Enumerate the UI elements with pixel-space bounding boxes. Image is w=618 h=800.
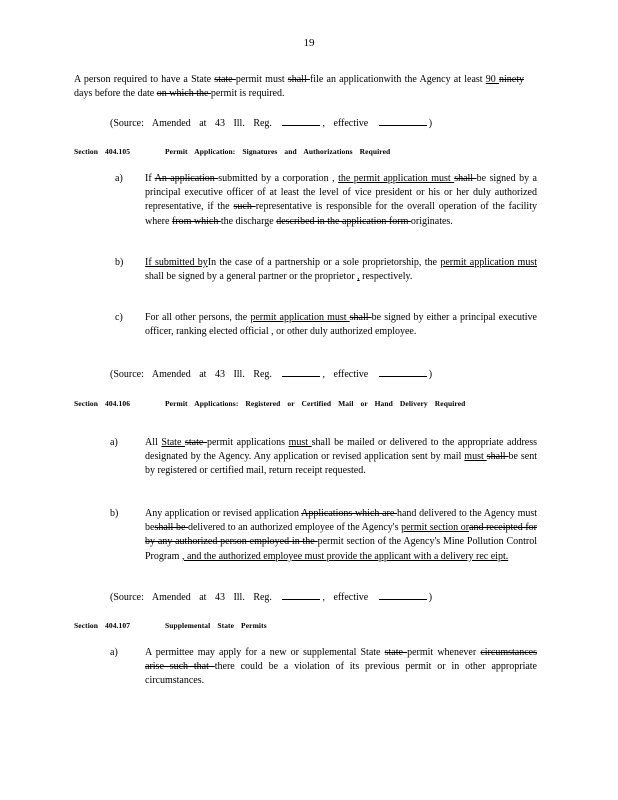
text-run: be signed by a principal executive officer of at least the level of vice president or his or her duly authorized representative, if the bbox=[145, 173, 537, 213]
section-title: Permit Application: Signatures and Authorizations Required bbox=[164, 147, 391, 156]
subsection-b-text bbox=[145, 507, 537, 564]
deleted-text: state bbox=[214, 74, 236, 85]
source-note: (Source: Amended at 43 Ill. Reg. , effective ) bbox=[110, 369, 433, 380]
subsection-label: a) bbox=[115, 173, 123, 184]
text-run: In the case of a partnership or a sole proprietorship, the bbox=[207, 257, 441, 268]
subsection-c-text bbox=[145, 311, 537, 339]
inserted-text: permit application must bbox=[440, 257, 537, 268]
inserted-text: the permit application must bbox=[338, 173, 455, 184]
subsection-label: c) bbox=[115, 312, 123, 323]
text-run: be signed by either a principal executive officer, ranking elected official , or other duly authorized employee. bbox=[145, 312, 537, 338]
section-number: Section 404.106 bbox=[74, 399, 131, 408]
text-run: originates. bbox=[410, 215, 453, 227]
inserted-text: , bbox=[357, 271, 360, 283]
inserted-text: permit application must bbox=[250, 312, 350, 323]
deleted-text: shall bbox=[287, 74, 310, 85]
text-run: days before the date bbox=[74, 88, 157, 100]
deleted-text: ninety bbox=[499, 74, 525, 85]
text-run: permit is required. bbox=[210, 88, 285, 100]
deleted-text: from which bbox=[171, 215, 221, 227]
subsection-b-text bbox=[145, 256, 537, 284]
text-run: shall be mailed or delivered to the appropriate address designated by the Agency. Any application or revised application sent by mail bbox=[145, 437, 538, 463]
text-run: If bbox=[145, 173, 155, 184]
inserted-text: 90 bbox=[485, 74, 500, 85]
text-run: permit whenever bbox=[407, 647, 481, 658]
text-run: respectively. bbox=[359, 271, 413, 283]
deleted-text: shall bbox=[349, 312, 372, 323]
inserted-text: State bbox=[161, 437, 185, 448]
subsection-label: b) bbox=[110, 508, 119, 519]
deleted-text: An application bbox=[154, 173, 219, 184]
text-run: representative is responsible for the overall operation of the facility where bbox=[145, 201, 537, 227]
text-run: permit must bbox=[235, 74, 288, 85]
text-run: Any application or revised application bbox=[145, 508, 302, 519]
text-run: be sent by registered or certified mail, return receipt requested. bbox=[145, 451, 538, 477]
section-heading-404-107 bbox=[74, 619, 474, 632]
deleted-text: shall bbox=[454, 173, 477, 184]
text-run: permit section of the Agency's Mine Pollution Control Program bbox=[145, 536, 538, 562]
text-run: All bbox=[145, 437, 162, 448]
text-run: delivered to an authorized employee of the Agency's bbox=[187, 522, 402, 534]
section-number: Section 404.105 bbox=[74, 147, 131, 156]
text-run: file an applicationwith the Agency at least bbox=[309, 74, 486, 85]
section-number: Section 404.107 bbox=[74, 621, 131, 630]
intro-paragraph bbox=[74, 73, 524, 101]
section-title: Permit Applications: Registered or Certified Mail or Hand Delivery Required bbox=[164, 399, 466, 408]
source-note: (Source: Amended at 43 Ill. Reg. , effective ) bbox=[110, 118, 433, 129]
deleted-text: Applications which are bbox=[301, 508, 397, 519]
section-title: Supplemental State Permits bbox=[164, 621, 267, 630]
deleted-text: circumstances arise such that bbox=[145, 647, 537, 673]
text-run: For all other persons, the bbox=[145, 312, 251, 323]
text-run: A person required to have a State bbox=[74, 74, 215, 85]
subsection-label: b) bbox=[115, 257, 124, 268]
subsection-a-text bbox=[145, 646, 537, 689]
deleted-text: on which the bbox=[156, 88, 211, 100]
deleted-text: such bbox=[233, 201, 256, 213]
text-run: there could be a violation of its previous permit or in other appropriate circumstances. bbox=[145, 661, 537, 687]
text-run: hand delivered to the Agency must be bbox=[145, 508, 538, 534]
page-number: 19 bbox=[303, 37, 315, 49]
inserted-text: permit section or bbox=[401, 522, 470, 534]
text-run: the discharge bbox=[220, 215, 277, 227]
subsection-a-text bbox=[145, 436, 537, 479]
subsection-label: a) bbox=[110, 647, 118, 658]
deleted-text: state bbox=[185, 437, 207, 448]
inserted-text: must bbox=[288, 437, 312, 448]
section-heading-404-105 bbox=[74, 145, 524, 158]
inserted-text: , and the authorized employee must provide the applicant with a delivery rec eipt. bbox=[181, 550, 509, 562]
deleted-text: and receipted for by any authorized person employed in the bbox=[145, 522, 537, 548]
inserted-text: If submitted by bbox=[145, 257, 208, 268]
deleted-text: state bbox=[384, 647, 408, 658]
text-run: permit applications bbox=[206, 437, 289, 448]
text-run: shall be signed by a general partner or the proprietor bbox=[145, 271, 358, 283]
deleted-text: shall be bbox=[154, 522, 188, 534]
text-run: submitted by a corporation , bbox=[218, 173, 339, 184]
source-note: (Source: Amended at 43 Ill. Reg. , effective ) bbox=[110, 592, 433, 603]
deleted-text: described in the application form bbox=[276, 215, 411, 227]
text-run: A permittee may apply for a new or supplemental State bbox=[145, 647, 385, 658]
subsection-a-text bbox=[145, 172, 537, 229]
inserted-text: must bbox=[464, 451, 487, 463]
subsection-label: a) bbox=[110, 437, 118, 448]
deleted-text: shall bbox=[486, 451, 509, 463]
section-heading-404-106 bbox=[74, 397, 494, 410]
